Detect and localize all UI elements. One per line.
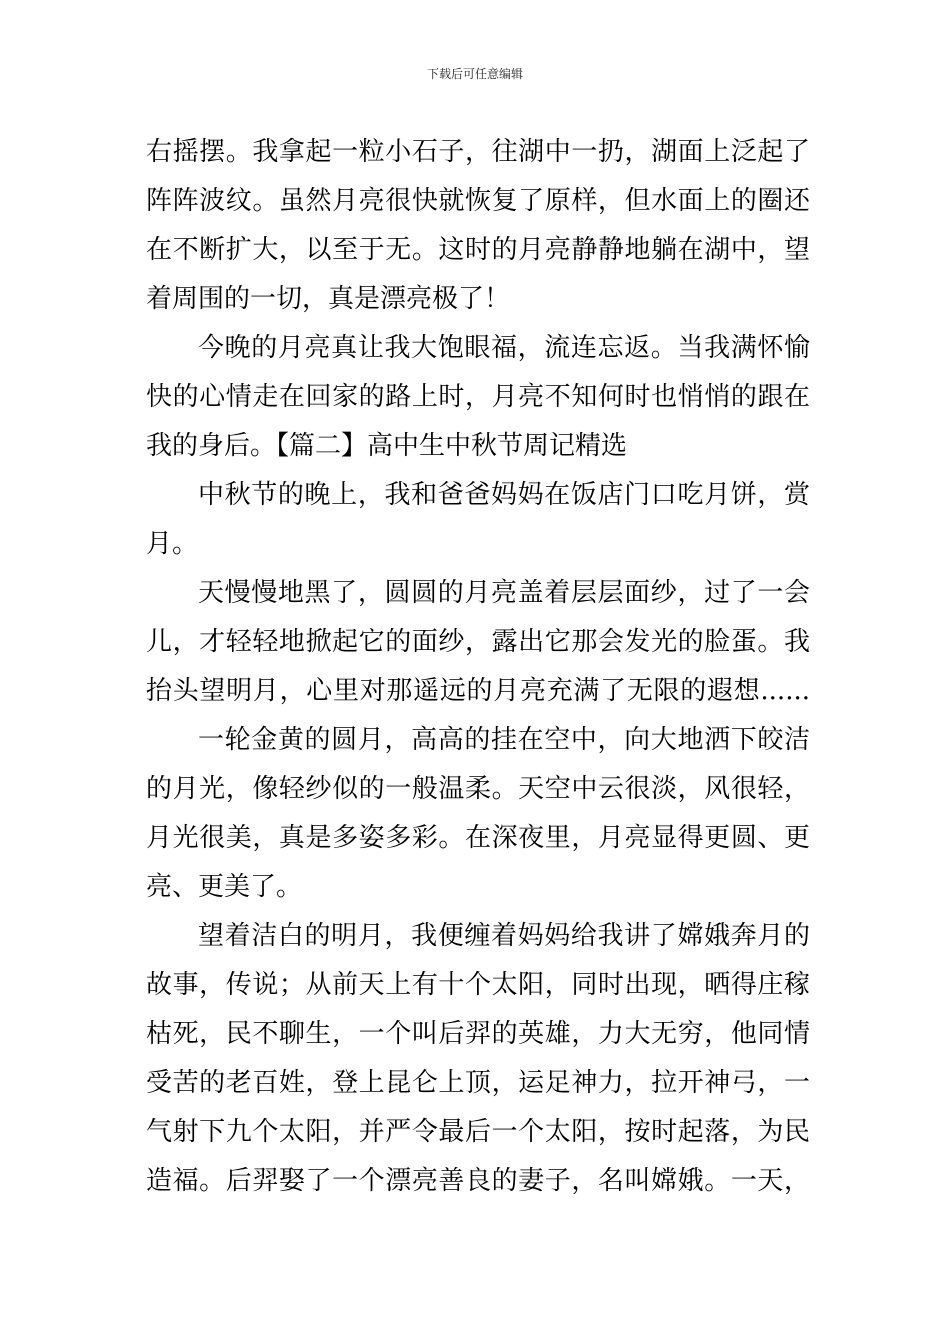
text-line: 快的心情走在回家的路上时，月亮不知何时也悄悄的跟在: [146, 382, 810, 412]
text-line: 儿，才轻轻地掀起它的面纱，露出它那会发光的脸蛋。我: [146, 627, 810, 657]
text-line: 我的身后。【篇二】高中生中秋节周记精选: [146, 431, 628, 461]
text-line: 气射下九个太阳，并严令最后一个太阳，按时起落，为民: [146, 1117, 810, 1147]
paragraph: [146, 128, 810, 324]
text-line: 阵阵波纹。虽然月亮很快就恢复了原样，但水面上的圈还: [146, 186, 810, 216]
paragraph: [146, 569, 810, 716]
text-line: 故事，传说；从前天上有十个太阳，同时出现，晒得庄稼: [146, 970, 810, 1000]
text-line: 抬头望明月，心里对那遥远的月亮充满了无限的遐想......: [146, 676, 810, 706]
text-line: 月。: [146, 529, 199, 559]
text-line: 枯死，民不聊生，一个叫后羿的英雄，力大无穷，他同情: [146, 1019, 810, 1049]
text-line: 着周围的一切，真是漂亮极了！: [146, 284, 511, 314]
text-line: 一轮金黄的圆月，高高的挂在空中，向大地洒下皎洁: [198, 725, 810, 755]
text-line: 中秋节的晚上，我和爸爸妈妈在饭店门口吃月饼，赏: [198, 480, 810, 510]
document-body: [146, 128, 810, 1206]
text-line: 右摇摆。我拿起一粒小石子，往湖中一扔，湖面上泛起了: [146, 137, 810, 167]
text-line: 的月光，像轻纱似的一般温柔。天空中云很淡，风很轻，: [146, 774, 810, 804]
text-line: 今晚的月亮真让我大饱眼福，流连忘返。当我满怀愉: [198, 333, 810, 363]
text-line: 在不断扩大，以至于无。这时的月亮静静地躺在湖中，望: [146, 235, 810, 265]
paragraph: [146, 912, 810, 1206]
page-header: 下载后可任意编辑: [426, 67, 523, 81]
paragraph: [146, 324, 810, 471]
text-line: 望着洁白的明月，我便缠着妈妈给我讲了嫦娥奔月的: [198, 921, 810, 951]
paragraph: [146, 471, 810, 569]
text-line: 受苦的老百姓，登上昆仑上顶，运足神力，拉开神弓，一: [146, 1068, 810, 1098]
text-line: 亮、更美了。: [146, 872, 303, 902]
text-line: 月光很美，真是多姿多彩。在深夜里，月亮显得更圆、更: [146, 823, 810, 853]
text-line: 天慢慢地黑了，圆圆的月亮盖着层层面纱，过了一会: [198, 578, 810, 608]
text-line: 造福。后羿娶了一个漂亮善良的妻子，名叫嫦娥。一天，: [146, 1166, 810, 1196]
paragraph: [146, 716, 810, 912]
